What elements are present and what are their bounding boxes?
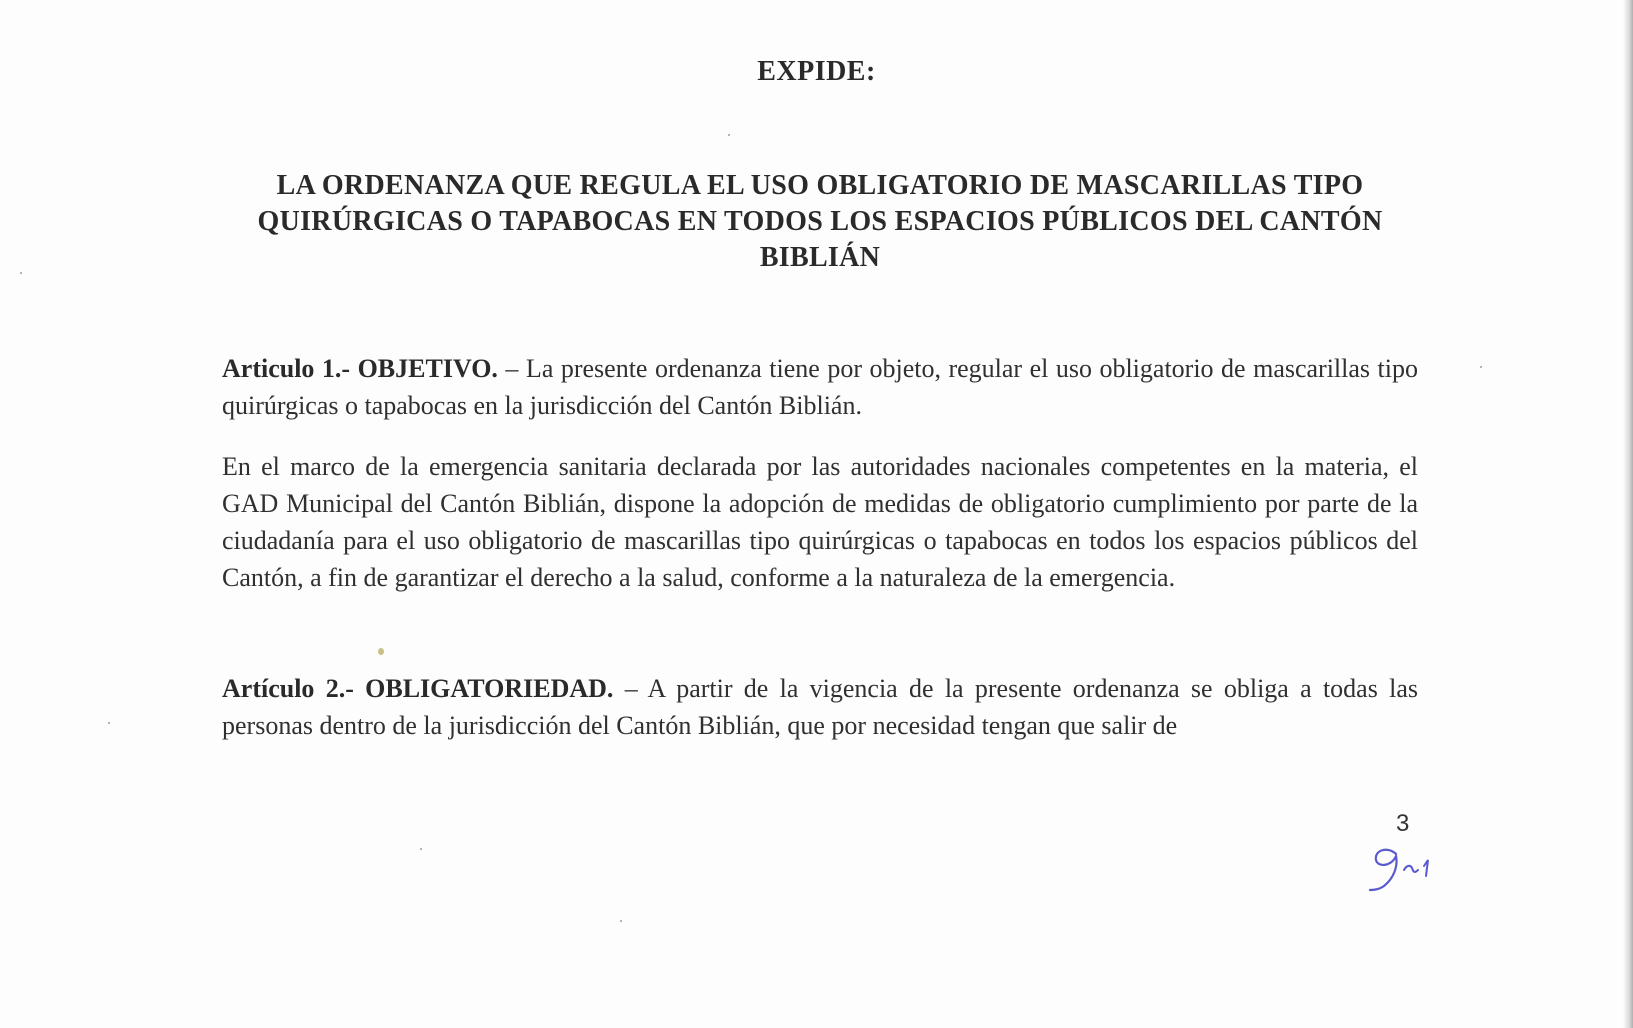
scan-speck: [728, 134, 730, 136]
handwritten-initial-signature: [1366, 836, 1446, 896]
scan-speck: [420, 848, 422, 850]
scan-speck: [108, 722, 110, 724]
article-1-heading: Articulo 1.- OBJETIVO.: [222, 354, 498, 383]
scan-speck: [378, 648, 384, 655]
emergency-paragraph: En el marco de la emergencia sanitaria declarada por las autoridades nacionales competentes en la materia, el GAD Municipal del Cantón Biblián, dispone la adopción de medidas de obligatorio cumplimiento por parte de la ciudadanía para el uso obligatorio de mascarillas tipo quirúrgicas o tapabocas en todos los espacios públicos del Cantón, a fin de garantizar el derecho a la salud, conforme a la naturaleza de la emergencia.: [222, 452, 1418, 592]
article-2-text: – A partir de la vigencia de la presente ordenanza se obliga a todas las personas dentro de la jurisdicción del Cantón Biblián, que por necesidad tengan que salir de: [222, 674, 1418, 740]
scan-speck: [620, 920, 622, 922]
article-1-paragraph: [222, 350, 1418, 424]
article-2-paragraph: [222, 670, 1418, 744]
scan-edge-shadow: [1623, 0, 1633, 1028]
article-1-text: – La presente ordenanza tiene por objeto, regular el uso obligatorio de mascarillas tipo quirúrgicas o tapabocas en la jurisdicción del Cantón Biblián.: [222, 354, 1418, 420]
scan-speck: [20, 272, 22, 274]
heading-expide: EXPIDE:: [757, 56, 876, 87]
scan-speck: [1480, 366, 1482, 368]
ordinance-title: LA ORDENANZA QUE REGULA EL USO OBLIGATORIO DE MASCARILLAS TIPO QUIRÚRGICAS O TAPABOCAS EN TODOS LOS ESPACIOS PÚBLICOS DEL CANTÓN BIBLIÁN: [257, 170, 1383, 273]
article-2-heading: Artículo 2.- OBLIGATORIEDAD.: [222, 674, 614, 703]
page-number: 3: [1396, 810, 1410, 837]
